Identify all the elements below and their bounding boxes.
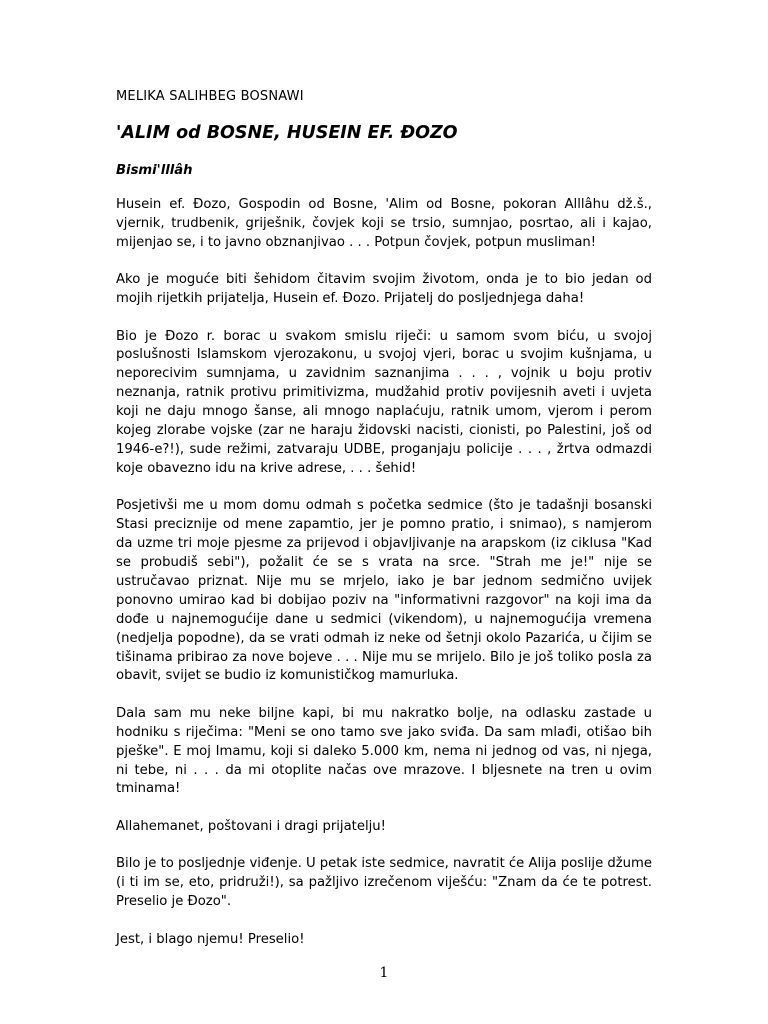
paragraph-5: Dala sam mu neke biljne kapi, bi mu nakratko bolje, na odlasku zastade u hodniku s riječima: "Meni se ono tamo sve jako sviđa. Da sam mlađi, otišao bih pješke". E moj Imamu, koji si daleko 5.000 km, nema ni jednog od vas, ni njega, ni tebe, ni . . . da mi otoplite načas ove mrazove. I bljesnete na tren u ovim tminama!: [116, 705, 652, 797]
document-body: [116, 196, 652, 949]
paragraph-8: Jest, i blago njemu! Preselio!: [116, 931, 305, 947]
paragraph-1: Husein ef. Đozo, Gospodin od Bosne, 'Alim od Bosne, pokoran Alllâhu dž.š., vjernik, trudbenik, griješnik, čovjek koji se trsio, sumnjao, posrtao, ali i kajao, mijenjao se, i to javno obznanjivao . . . Potpun čovjek, potpun musliman!: [116, 197, 652, 250]
page-number: 1: [379, 965, 389, 981]
author-name: MELIKA SALIHBEG BOSNAWI: [116, 89, 304, 104]
paragraph-7: Bilo je to posljednje viđenje. U petak iste sedmice, navratit će Alija poslije džume (i ti im se, eto, pridruži!), sa pažljivo izrečenom viješću: "Znam da će te potrest. Preselio je Đozo".: [116, 856, 652, 910]
paragraph-6: Allahemanet, poštovani i dragi prijatelju!: [116, 818, 386, 834]
paragraph-2: Ako je moguće biti šehidom čitavim svojim životom, onda je to bio jedan od mojih rijetkih prijatelja, Husein ef. Đozo. Prijatelj do posljednjega daha!: [116, 272, 652, 307]
document-subtitle: Bismi'lllâh: [116, 163, 193, 178]
paragraph-4: Posjetivši me u mom domu odmah s početka sedmice (što je tadašnji bosanski Stasi preciznije od mene zapamtio, jer je pomno pratio, i snimao), s namjerom da uzme tri moje pjesme za prijevod i objavljivanje na arapskom (iz ciklusa "Kad se probudiš sebi"), požalit će se s vrata na srce. "Strah me je!" nije se ustručavao priznat. Nije mu se mrjelo, iako je bar jednom sedmično uvijek ponovno umirao kad bi dobijao poziv na "informativni razgovor" na koji ima da dođe u najnemogućije dane u sedmici (vikendom), u najnemogućija vremena (nedjelja popodne), da se vrati odmah iz neke od šetnji okolo Pazarića, u čijim se tišinama pribirao za nove bojeve . . . Nije mu se mrijelo. Bilo je još toliko posla za obavit, svijet se budio iz komunističkog mamurluka.: [116, 498, 652, 684]
paragraph-3: Bio je Đozo r. borac u svakom smislu riječi: u samom svom biću, u svojoj poslušnosti Islamskom vjerozakonu, u svojoj vjeri, borac u svojim kušnjama, u neporecivim sumnjama, u zavidnim saznanjima . . . , vojnik u boju protiv neznanja, ratnik protivu primitivizma, mudžahid protiv povijesnih aveti i uvjeta koji ne daju mnogo šanse, ali mnogo naplaćuju, ratnik umom, vjerom i perom kojeg zlorabe vojske (zar ne haraju židovski nacisti, cionisti, po Palestini, još od 1946-e?!), sude režimi, zatvaraju UDBE, proganjaju policije . . . , žrtva odmazdi koje obavezno idu na krive adrese, . . . šehid!: [116, 328, 652, 476]
document-title: 'ALIM od BOSNE, HUSEIN EF. ĐOZO: [116, 123, 458, 143]
